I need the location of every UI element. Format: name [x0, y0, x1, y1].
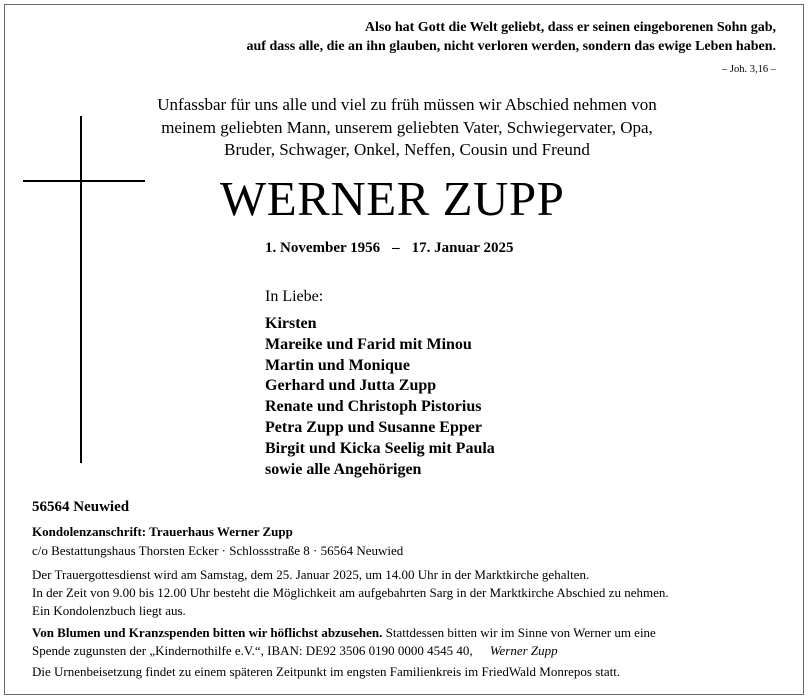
mourner-name: Birgit und Kicka Seelig mit Paula [265, 439, 495, 457]
intro-line-3: Bruder, Schwager, Onkel, Neffen, Cousin und Freund [224, 140, 590, 159]
mourner-name: Kirsten [265, 315, 317, 332]
flowers-note-bold: Von Blumen und Kranzspenden bitten wir höflichst abzusehen. [32, 625, 383, 640]
bible-verse-reference: – Joh. 3,16 – [722, 64, 776, 75]
mourner-name: Renate und Christoph Pistorius [265, 398, 482, 416]
mourners-list [265, 314, 495, 480]
intro-text [112, 94, 702, 162]
mourner-name: sowie alle Angehörigen [265, 460, 422, 478]
condolence-label: Kondolenzanschrift: Trauerhaus Werner Zupp [32, 524, 293, 539]
cross-icon-horizontal [23, 180, 145, 182]
intro-line-1: Unfassbar für uns alle und viel zu früh müssen wir Abschied nehmen von [157, 95, 657, 114]
deceased-name: WERNER ZUPP [220, 171, 565, 226]
service-info-line-2: In der Zeit von 9.00 bis 12.00 Uhr besteht die Möglichkeit am aufgebahrten Sarg in der Marktkirche Abschied zu nehmen. [32, 585, 669, 600]
mourner-name: Gerhard und Jutta Zupp [265, 377, 437, 395]
death-date: 17. Januar 2025 [411, 240, 514, 256]
cross-icon-vertical [80, 116, 82, 463]
intro-line-2: meinem geliebten Mann, unserem geliebten Vater, Schwiegervater, Opa, [161, 117, 653, 137]
date-dash: – [392, 240, 400, 256]
condolence-address: c/o Bestattungshaus Thorsten Ecker · Schlossstraße 8 · 56564 Neuwied [32, 543, 404, 558]
service-info-line-3: Ein Kondolenzbuch liegt aus. [32, 603, 186, 618]
mourner-name: Mareike und Farid mit Minou [265, 335, 472, 353]
bible-verse-line-1: Also hat Gott die Welt geliebt, dass er seinen eingeborenen Sohn gab, [364, 20, 776, 35]
city: 56564 Neuwied [32, 499, 130, 515]
flowers-note-rest: Stattdessen bitten wir im Sinne von Werner um eine [382, 625, 656, 640]
flowers-note [32, 625, 656, 641]
life-dates [265, 240, 513, 257]
donation-line [32, 643, 558, 659]
mourners-heading: In Liebe: [265, 288, 324, 305]
donation-text: Spende zugunsten der „Kindernothilfe e.V.“, IBAN: DE92 3506 0190 0000 4545 40, [32, 643, 473, 658]
donation-signature: Werner Zupp [489, 643, 558, 658]
service-info-line-1: Der Trauergottesdienst wird am Samstag, dem 25. Januar 2025, um 14.00 Uhr in der Marktkirche gehalten. [32, 567, 590, 582]
mourner-name: Martin und Monique [265, 356, 410, 374]
urn-burial-note: Die Urnenbeisetzung findet zu einem späteren Zeitpunkt im engsten Familienkreis im FriedWald Monrepos statt. [32, 664, 621, 679]
mourner-name: Petra Zupp und Susanne Epper [265, 418, 482, 436]
bible-verse-line-2: auf dass alle, die an ihn glauben, nicht verloren werden, sondern das ewige Leben haben. [246, 39, 776, 54]
birth-date: 1. November 1956 [265, 240, 381, 256]
